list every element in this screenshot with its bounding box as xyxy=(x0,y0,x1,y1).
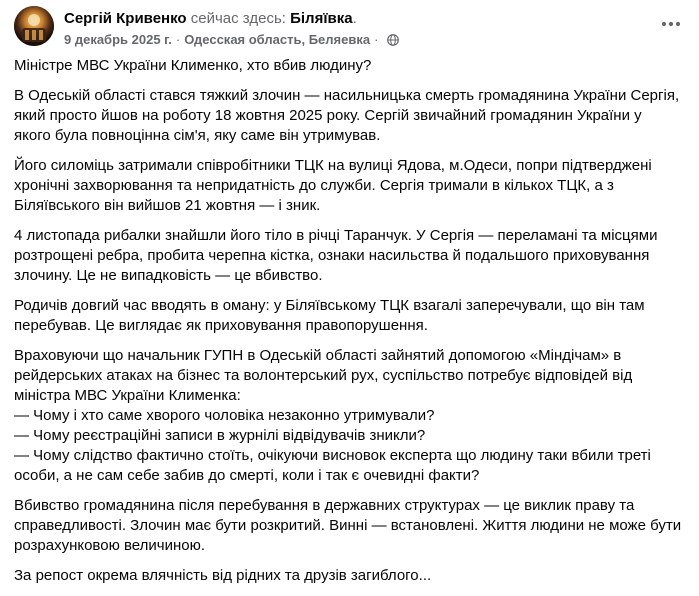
globe-icon xyxy=(387,34,399,46)
question-item: — Чому слідство фактично стоїть, очікуючи висновок експерта що людину таки вбили треті особи, а не сам себе забив до смерті, коли і так є очевидні факти? xyxy=(14,447,651,484)
meta-separator-2: · xyxy=(374,32,379,47)
meta-separator: · xyxy=(175,32,181,47)
post-paragraph: 4 листопада рибалки знайшли його тіло в річці Таранчук. У Сергія — переламані та місцями розтрощені ребра, пробита черепна кістка, ознаки насильства й подальшого приховування злочину. Це не випадковість — це вбивство. xyxy=(14,227,658,284)
author-line xyxy=(64,10,357,28)
post-title: Міністре МВС України Клименко, хто вбив людину? xyxy=(14,57,372,74)
post-location: Одесская область, Беляевка xyxy=(184,32,371,47)
post-paragraph: За репост окрема влячність від рідних та друзів загиблого... xyxy=(14,567,432,584)
place-name-link[interactable]: Біляївка xyxy=(290,10,353,27)
post-meta xyxy=(64,32,399,48)
status-text: сейчас здесь: xyxy=(190,10,286,27)
question-item: — Чому реєстраційні записи в журнілі відвідувачів зникли? xyxy=(14,427,426,444)
avatar-image xyxy=(14,6,54,46)
post-paragraph: Родичів довгий час вводять в оману: у Біляївському ТЦК взагалі заперечували, що він там перебував. Це виглядає як приховування правопорушення. xyxy=(14,297,645,334)
post-header xyxy=(14,6,685,50)
question-item: — Чому і хто саме хворого чоловіка незаконно утримували? xyxy=(14,407,435,424)
place-suffix: . xyxy=(352,10,357,27)
author-name-link[interactable]: Сергій Кривенко xyxy=(64,10,187,27)
post-date-link[interactable]: 9 декабрь 2025 г. xyxy=(64,32,172,47)
post-paragraph: В Одеській області стався тяжкий злочин — насильницька смерть громадянина України Сергія, який просто йшов на роботу 18 жовтня 2025 року. Сергій звичайний громадянин України у якого була повноцінна сім'я, яку саме він утримував. xyxy=(14,87,680,144)
more-horizontal-icon xyxy=(661,21,681,27)
post-paragraph: Вбивство громадянина після перебування в державних структурах — це виклик праву та справедливості. Злочин має бути розкритий. Винні — встановлені. Життя людини не може бути розрахунковою величиною. xyxy=(14,497,682,554)
avatar[interactable] xyxy=(14,6,54,46)
more-options-button[interactable] xyxy=(657,10,685,38)
post-content xyxy=(14,56,682,596)
post-paragraph: Враховуючи що начальник ГУПН в Одеській області зайнятий допомогою «Міндічам» в рейдерських атаках на бізнес та волонтерський рух, суспільство потребує відповідей від міністра МВС України Клименка: xyxy=(14,347,633,404)
post-paragraph: Його силоміць затримали співробітники ТЦК на вулиці Ядова, м.Одеси, попри підтверджені хронічні захворювання та непридатність до служби. Сергія тримали в кількох ТЦК, а з Біляївського він вийшов 21 жовтня — і зник. xyxy=(14,157,652,214)
